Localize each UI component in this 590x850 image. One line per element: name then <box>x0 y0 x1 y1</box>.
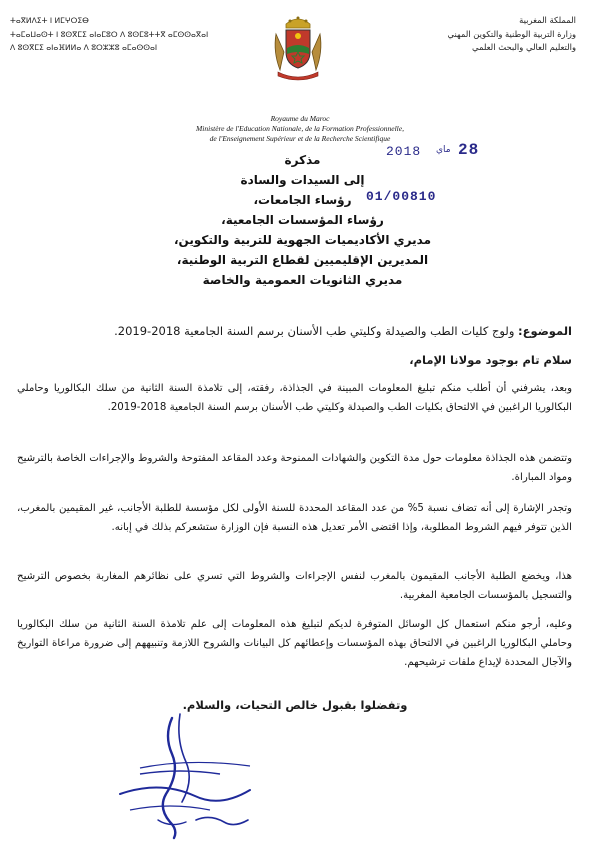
tifinagh-line-3: ⴷ ⵓⵙⴳⵎⵉ ⴰⵏⴰⴼⵍⵍⴰ ⴷ ⵓⵔⵣⵣⵓ ⴰⵎⴰⵙⵙⴰⵏ <box>10 43 158 52</box>
subject-text: ولوج كليات الطب والصيدلة وكليتي طب الأسنان برسم السنة الجامعية 2018-2019. <box>114 324 515 338</box>
subject-line <box>17 322 572 340</box>
date-stamp-day: 28 <box>458 141 480 159</box>
addressee-line-5: المديرين الإقليميين لقطاع التربية الوطنية، <box>176 253 429 267</box>
body-paragraph-5: وعليه، أرجو منكم استعمال كل الوسائل المتوفرة لديكم لتبليغ هذه المعلومات إلى علم تلامذة السنة الثانية من سلك البكالوريا وحاملي البكالوريا الراغبين في الالتحاق بهذه المؤسسات وإعطائهم كل البيانات والشروح اللازمة وتنبيههم إلى ضرورة مراعاة التواريخ والآجال المحددة لإيداع ملفات ترشيحهم. <box>17 619 572 668</box>
body-paragraph-3: وتجدر الإشارة إلى أنه تضاف نسبة 5% من عدد المقاعد المحددة للسنة الأولى لكل مؤسسة للطلبة الأجانب، غير المقيمين بالمغرب، الذين تتوفر فيهم الشروط المطلوبة، وإذا اقتضى الأمر تعديل هذه النسبة فإن الوزارة ستشعركم بذلك في إبانه. <box>17 503 572 533</box>
addressee-line-2: رؤساء الجامعات، <box>253 193 352 207</box>
french-line-1: Royaume du Maroc <box>270 114 330 123</box>
signature-stamp-icon <box>100 710 270 840</box>
body-paragraph-4: هذا، ويخضع الطلبة الأجانب المقيمون بالمغرب لنفس الإجراءات والشروط التي تسري على نظائرهم المغاربة بخصوص الترشيح والتسجيل بالمؤسسات الجامعية المغربية. <box>17 571 572 601</box>
french-ministry-header <box>150 114 450 144</box>
french-line-2: Ministère de l'Education Nationale, de la Formation Professionnelle, <box>196 124 404 133</box>
arabic-header-line-2: وزارة التربية الوطنية والتكوين المهني <box>447 28 576 39</box>
body-paragraph-1: وبعد، يشرفني أن أطلب منكم تبليغ المعلومات المبينة في الجذاذة، رفقته، إلى تلامذة السنة الثانية من سلك البكالوريا وحاملي البكالوريا الراغبين في الالتحاق بكليات الطب والصيدلة وكليتي طب الأسنان برسم السنة الجامعية 2018-2019. <box>17 383 572 413</box>
french-line-3: de l'Enseignement Supérieur et de la Recherche Scientifique <box>209 134 391 143</box>
tifinagh-header <box>10 14 225 55</box>
tifinagh-line-2: ⵜⴰⵎⴰⵡⴰⵙⵜ ⵏ ⵓⵙⴳⵎⵉ ⴰⵏⴰⵎⵓⵔ ⴷ ⵓⵙⵎⵓⵜⵜⴳ ⴰⵎⵙⵙⴰⴳⴰⵏ <box>10 29 209 39</box>
closing-line: وتفضلوا بقبول خالص التحيات، والسلام. <box>182 698 408 712</box>
addressees-block <box>160 150 445 290</box>
addressee-line-4: مديري الأكاديميات الجهوية للتربية والتكوين، <box>173 233 432 247</box>
greeting: سلام تام بوجود مولانا الإمام، <box>409 353 572 367</box>
body-paragraph-2: وتتضمن هذه الجذاذة معلومات حول مدة التكوين والشهادات الممنوحة وعدد المقاعد المفتوحة والشروط والإجراءات الخاصة بالترشيح ومواد المباراة. <box>17 453 572 483</box>
reference-number-stamp: 01/00810 <box>366 189 437 204</box>
date-stamp-year: 2018 <box>386 144 422 159</box>
tifinagh-line-1: ⵜⴰⴳⵍⴷⵉⵜ ⵏ ⵍⵎⵖⵔⵉⴱ <box>10 16 89 25</box>
addressee-line-3: رؤساء المؤسسات الجامعية، <box>221 213 384 227</box>
addressee-line-1: إلى السيدات والسادة <box>240 173 365 187</box>
arabic-ministry-header <box>391 14 576 55</box>
date-stamp <box>386 141 491 163</box>
arabic-header-line-1: المملكة المغربية <box>519 15 576 25</box>
memo-title: مذكرة <box>284 153 321 167</box>
arabic-header-line-3: والتعليم العالي والبحث العلمي <box>472 42 576 52</box>
subject-label: الموضوع: <box>518 324 572 338</box>
date-stamp-month: ماي <box>436 145 451 155</box>
addressee-line-6: مديري الثانويات العمومية والخاصة <box>202 273 403 287</box>
coat-of-arms-icon <box>270 12 326 84</box>
